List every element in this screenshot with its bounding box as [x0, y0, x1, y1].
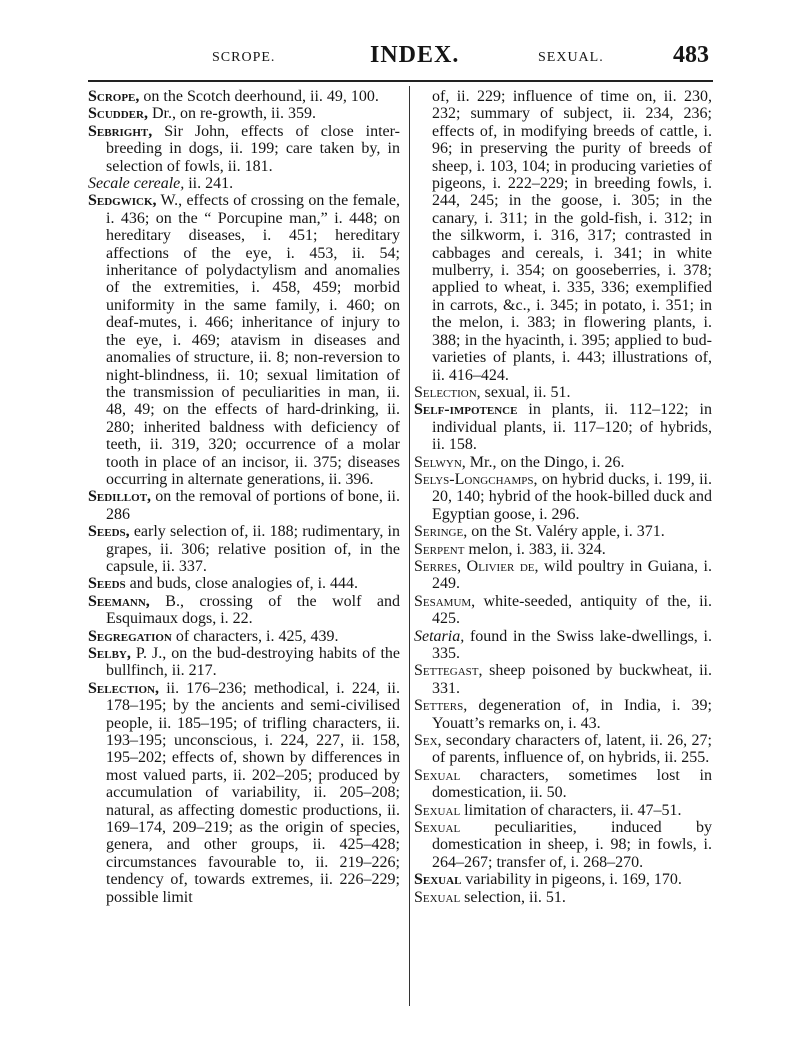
- index-entry: [88, 523, 400, 575]
- index-entry: [88, 488, 400, 523]
- index-entry: [88, 593, 400, 628]
- entry-text: and buds, close analogies of, i. 444.: [125, 575, 359, 593]
- index-entry: [88, 628, 400, 645]
- index-entry: [414, 697, 712, 732]
- index-entry: [414, 767, 712, 802]
- index-entry: [88, 88, 400, 105]
- entry-headword: Scudder,: [88, 105, 148, 123]
- column-divider: [409, 86, 410, 1006]
- entry-headword: Selection,: [414, 383, 481, 401]
- entry-text: Mr., on the Dingo, i. 26.: [465, 453, 625, 471]
- index-entry: [88, 123, 400, 175]
- index-entry: [414, 593, 712, 628]
- entry-headword: Secale cereale,: [88, 175, 185, 193]
- entry-headword: Selwyn,: [414, 453, 466, 471]
- entry-headword: Sexual: [414, 766, 461, 784]
- page-number: 483: [673, 42, 709, 68]
- entry-headword: Seringe,: [414, 523, 468, 541]
- entry-text: limitation of characters, ii. 47–51.: [460, 801, 682, 819]
- index-entry: [88, 575, 400, 592]
- index-entry: [414, 628, 712, 663]
- entry-headword: Sebright,: [88, 122, 153, 140]
- entry-headword: Sesamum,: [414, 592, 476, 610]
- entry-headword: Segregation: [88, 627, 172, 645]
- entry-headword: Serres, Olivier de,: [414, 557, 539, 575]
- entry-text: sexual, ii. 51.: [480, 383, 571, 401]
- index-entry: [88, 175, 400, 192]
- index-entry: [414, 471, 712, 523]
- index-entry: [88, 680, 400, 906]
- header-rule: [88, 80, 713, 82]
- entry-text: characters, sometimes lost in domestication, ii. 50.: [432, 766, 712, 802]
- index-entry: [414, 662, 712, 697]
- entry-text: of, ii. 229; influence of time on, ii. 230, 232; summary of subject, ii. 234, 236; effects of, in modifying breeds of cattle, i. 96; in preserving the purity of breeds of sheep, i. 103, 104; in producing varieties of pigeons, i. 222–229; in breeding fowls, i. 244, 245; in the goose, i. 305; in the canary, i. 311; in the gold-fish, i. 312; in the silkworm, i. 316, 317; contrasted in cabbages and cereals, i. 341; in white mulberry, i. 354; on gooseberries, i. 378; applied to wheat, i. 335, 336; exemplified in carrots, &c., i. 345; in potato, i. 351; in the melon, i. 383; in flowering plants, i. 388; in the hyacinth, i. 395; applied to bud-varieties of plants, i. 443; illustrations of, ii. 416–424.: [432, 88, 712, 384]
- entry-text: variability in pigeons, i. 169, 170.: [461, 871, 682, 889]
- index-entry: [414, 384, 712, 401]
- index-entry: [414, 558, 712, 593]
- entry-text: sheep poisoned by buckwheat, ii. 331.: [432, 662, 712, 697]
- page-title: INDEX.: [370, 42, 460, 68]
- entry-text: Dr., on re-growth, ii. 359.: [147, 105, 316, 123]
- entry-text: W., effects of crossing on the female, i. 436; on the “ Porcupine man,” i. 448; on hereditary diseases, i. 451; hereditary affections of the eye, i. 453, ii. 54; inheritance of polydactylism and anomalies of the extremities, i. 458, 459; morbid uniformity in the same family, i. 460; on deaf-mutes, i. 466; inheritance of injury to the eye, i. 469; atavism in diseases and anomalies of structure, ii. 8; non-reversion to night-blindness, ii. 10; sexual limitation of the transmission of peculiarities in man, ii. 48, 49; on the effects of hard-drinking, ii. 280; inherited baldness with deficiency of teeth, ii. 319, 320; occurrence of a molar tooth in place of an incisor, ii. 375; diseases occurring in alternate generations, ii. 396.: [106, 192, 400, 488]
- index-entry: [414, 401, 712, 453]
- entry-text: on hybrid ducks, i. 199, ii. 20, 140; hybrid of the hook-billed duck and Egyptian goose, i. 296.: [432, 470, 712, 523]
- entry-headword: Sedillot,: [88, 488, 152, 506]
- index-column-right: [414, 88, 712, 906]
- index-entry: [414, 454, 712, 471]
- entry-text: in plants, ii. 112–122; in individual plants, ii. 117–120; of hybrids, ii. 158.: [432, 401, 712, 454]
- entry-text: on the Scotch deerhound, ii. 49, 100.: [139, 88, 379, 105]
- entry-headword: Sexual: [414, 888, 461, 906]
- entry-text: Sir John, effects of close inter-breeding in dogs, ii. 199; care taken by, in selection of fowls, ii. 181.: [106, 122, 400, 175]
- running-head-right: SEXUAL.: [538, 50, 604, 65]
- index-entry: [88, 192, 400, 488]
- entry-headword: Sedgwick,: [88, 192, 157, 210]
- entry-headword: Selby,: [88, 645, 131, 662]
- index-entry: [414, 523, 712, 540]
- entry-headword: Sexual: [414, 871, 462, 889]
- entry-headword: Seeds,: [88, 523, 130, 541]
- index-entry: [414, 541, 712, 558]
- entry-text: B., crossing of the wolf and Esquimaux dogs, i. 22.: [106, 592, 400, 628]
- entry-headword: Setters,: [414, 697, 468, 715]
- entry-headword: Self-impotence: [414, 401, 518, 419]
- index-entry: [88, 645, 400, 680]
- entry-text: P. J., on the bud-destroying habits of the bullfinch, ii. 217.: [106, 645, 400, 680]
- entry-text: secondary characters of, latent, ii. 26, 27; of parents, influence of, on hybrids, ii. 255.: [432, 732, 712, 767]
- entry-text: of characters, i. 425, 439.: [171, 627, 339, 645]
- page-header: [88, 44, 713, 80]
- entry-text: selection, ii. 51.: [460, 888, 566, 906]
- running-head-left: SCROPE.: [212, 50, 276, 65]
- entry-headword: Selection,: [88, 679, 159, 697]
- entry-headword: Settegast,: [414, 662, 483, 680]
- entry-headword: Seemann,: [88, 592, 150, 610]
- entry-text: white-seeded, antiquity of the, ii. 425.: [432, 592, 712, 628]
- entry-text: ii. 241.: [184, 175, 234, 193]
- entry-text: peculiarities, induced by domestication in sheep, i. 98; in fowls, i. 264–267; transfer of, i. 268–270.: [432, 819, 712, 871]
- entry-headword: Sex,: [414, 732, 442, 750]
- entry-text: on the St. Valéry apple, i. 371.: [467, 523, 665, 541]
- entry-text: wild poultry in Guiana, i. 249.: [432, 557, 712, 593]
- index-entry: [414, 732, 712, 767]
- index-entry: [88, 105, 400, 122]
- index-entry: [414, 819, 712, 871]
- entry-headword: Scrope,: [88, 88, 140, 105]
- entry-headword: Serpent: [414, 540, 465, 558]
- entry-headword: Setaria,: [414, 627, 465, 645]
- entry-headword: Sexual: [414, 819, 461, 837]
- index-entry: [414, 802, 712, 819]
- entry-text: early selection of, ii. 188; rudimentary, in grapes, ii. 306; relative position of, in the capsule, ii. 337.: [106, 523, 400, 575]
- index-entry: [414, 88, 712, 384]
- index-entry: [414, 871, 712, 888]
- entry-text: melon, i. 383, ii. 324.: [464, 540, 606, 558]
- index-entry: [414, 889, 712, 906]
- entry-text: on the removal of portions of bone, ii. 286: [106, 488, 400, 523]
- entry-headword: Seeds: [88, 575, 126, 593]
- entry-headword: Selys-Longchamps,: [414, 470, 538, 488]
- entry-text: found in the Swiss lake-dwellings, i. 335.: [432, 627, 712, 662]
- entry-text: ii. 176–236; methodical, i. 224, ii. 178–195; by the ancients and semi-civilised people, ii. 185–195; of trifling characters, ii. 193–195; unconscious, i. 224, 227, ii. 158, 195–202; effects of, shown by differences in most valued parts, ii. 202–205; produced by accumulation of variability, ii. 205–208; natural, as affecting domestic productions, ii. 169–174, 209–219; as the origin of species, genera, and other groups, ii. 425–428; circumstances favourable to, ii. 219–226; tendency of, towards extremes, ii. 226–229; possible limit: [106, 679, 400, 906]
- entry-text: degeneration of, in India, i. 39; Youatt’s remarks on, i. 43.: [432, 697, 712, 732]
- entry-headword: Sexual: [414, 801, 461, 819]
- index-column-left: [88, 88, 400, 906]
